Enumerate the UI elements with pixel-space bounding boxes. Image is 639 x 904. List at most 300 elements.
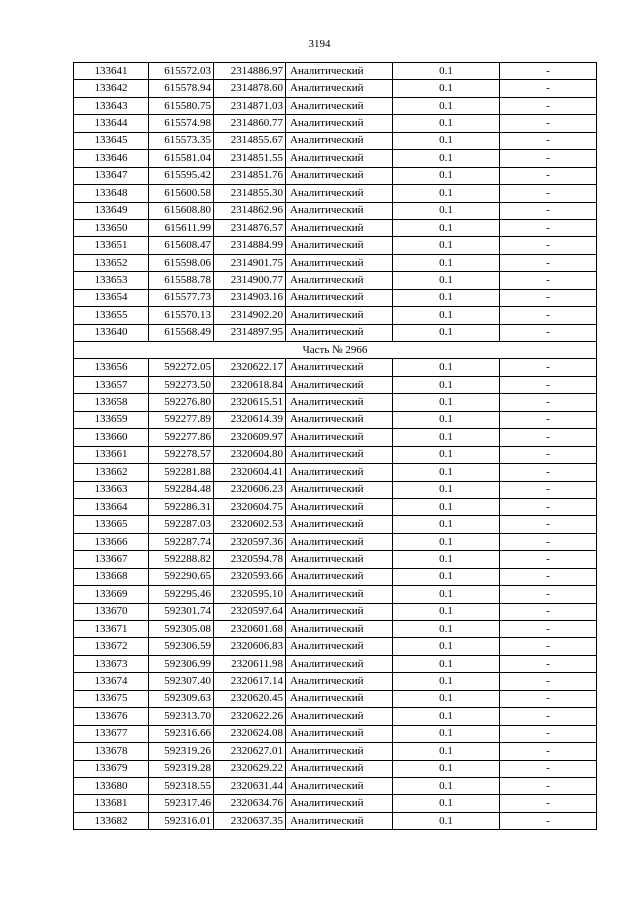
x-coordinate-cell: 592276.80 xyxy=(149,394,214,411)
method-cell: Аналитический xyxy=(286,464,393,481)
method-cell: Аналитический xyxy=(286,638,393,655)
table-row xyxy=(74,272,597,289)
point-number-cell: 133648 xyxy=(74,185,149,202)
y-coordinate-cell: 2320627.01 xyxy=(214,743,286,760)
description-cell: - xyxy=(500,655,597,672)
accuracy-cell: 0.1 xyxy=(393,132,500,149)
description-cell: - xyxy=(500,743,597,760)
x-coordinate-cell: 615598.06 xyxy=(149,254,214,271)
y-coordinate-cell: 2314876.57 xyxy=(214,219,286,236)
accuracy-cell: 0.1 xyxy=(393,185,500,202)
description-cell: - xyxy=(500,394,597,411)
method-cell: Аналитический xyxy=(286,376,393,393)
description-cell: - xyxy=(500,760,597,777)
description-cell: - xyxy=(500,307,597,324)
accuracy-cell: 0.1 xyxy=(393,464,500,481)
table-row xyxy=(74,655,597,672)
description-cell: - xyxy=(500,777,597,794)
description-cell: - xyxy=(500,411,597,428)
point-number-cell: 133662 xyxy=(74,464,149,481)
x-coordinate-cell: 592288.82 xyxy=(149,551,214,568)
accuracy-cell: 0.1 xyxy=(393,324,500,341)
x-coordinate-cell: 615572.03 xyxy=(149,63,214,80)
accuracy-cell: 0.1 xyxy=(393,743,500,760)
description-cell: - xyxy=(500,516,597,533)
accuracy-cell: 0.1 xyxy=(393,498,500,515)
y-coordinate-cell: 2314860.77 xyxy=(214,115,286,132)
y-coordinate-cell: 2320615.51 xyxy=(214,394,286,411)
y-coordinate-cell: 2320637.35 xyxy=(214,812,286,829)
table-row xyxy=(74,132,597,149)
table-row xyxy=(74,307,597,324)
point-number-cell: 133664 xyxy=(74,498,149,515)
method-cell: Аналитический xyxy=(286,812,393,829)
y-coordinate-cell: 2314903.16 xyxy=(214,289,286,306)
y-coordinate-cell: 2320594.78 xyxy=(214,551,286,568)
table-row xyxy=(74,551,597,568)
method-cell: Аналитический xyxy=(286,115,393,132)
point-number-cell: 133669 xyxy=(74,586,149,603)
table-row xyxy=(74,690,597,707)
accuracy-cell: 0.1 xyxy=(393,272,500,289)
table-row xyxy=(74,150,597,167)
table-row xyxy=(74,63,597,80)
description-cell: - xyxy=(500,289,597,306)
point-number-cell: 133668 xyxy=(74,568,149,585)
y-coordinate-cell: 2320595.10 xyxy=(214,586,286,603)
point-number-cell: 133644 xyxy=(74,115,149,132)
method-cell: Аналитический xyxy=(286,359,393,376)
y-coordinate-cell: 2314900.77 xyxy=(214,272,286,289)
table-row xyxy=(74,359,597,376)
accuracy-cell: 0.1 xyxy=(393,219,500,236)
method-cell: Аналитический xyxy=(286,586,393,603)
table-row xyxy=(74,324,597,341)
point-number-cell: 133653 xyxy=(74,272,149,289)
x-coordinate-cell: 592272.05 xyxy=(149,359,214,376)
accuracy-cell: 0.1 xyxy=(393,63,500,80)
x-coordinate-cell: 592317.46 xyxy=(149,795,214,812)
x-coordinate-cell: 615595.42 xyxy=(149,167,214,184)
table-row xyxy=(74,586,597,603)
accuracy-cell: 0.1 xyxy=(393,307,500,324)
method-cell: Аналитический xyxy=(286,777,393,794)
accuracy-cell: 0.1 xyxy=(393,621,500,638)
description-cell: - xyxy=(500,446,597,463)
x-coordinate-cell: 615580.75 xyxy=(149,97,214,114)
accuracy-cell: 0.1 xyxy=(393,568,500,585)
y-coordinate-cell: 2320614.39 xyxy=(214,411,286,428)
point-number-cell: 133640 xyxy=(74,324,149,341)
description-cell: - xyxy=(500,533,597,550)
table-row xyxy=(74,185,597,202)
y-coordinate-cell: 2320618.84 xyxy=(214,376,286,393)
point-number-cell: 133655 xyxy=(74,307,149,324)
description-cell: - xyxy=(500,63,597,80)
x-coordinate-cell: 615578.94 xyxy=(149,80,214,97)
point-number-cell: 133647 xyxy=(74,167,149,184)
description-cell: - xyxy=(500,185,597,202)
x-coordinate-cell: 592319.28 xyxy=(149,760,214,777)
y-coordinate-cell: 2314871.03 xyxy=(214,97,286,114)
x-coordinate-cell: 615574.98 xyxy=(149,115,214,132)
method-cell: Аналитический xyxy=(286,219,393,236)
description-cell: - xyxy=(500,80,597,97)
y-coordinate-cell: 2314897.95 xyxy=(214,324,286,341)
method-cell: Аналитический xyxy=(286,551,393,568)
table-row xyxy=(74,481,597,498)
point-number-cell: 133679 xyxy=(74,760,149,777)
description-cell: - xyxy=(500,481,597,498)
table-row xyxy=(74,254,597,271)
x-coordinate-cell: 592286.31 xyxy=(149,498,214,515)
accuracy-cell: 0.1 xyxy=(393,446,500,463)
method-cell: Аналитический xyxy=(286,307,393,324)
description-cell: - xyxy=(500,359,597,376)
y-coordinate-cell: 2320629.22 xyxy=(214,760,286,777)
point-number-cell: 133666 xyxy=(74,533,149,550)
x-coordinate-cell: 615570.13 xyxy=(149,307,214,324)
description-cell: - xyxy=(500,621,597,638)
x-coordinate-cell: 615573.35 xyxy=(149,132,214,149)
table-row xyxy=(74,237,597,254)
table-row xyxy=(74,80,597,97)
table-row xyxy=(74,498,597,515)
y-coordinate-cell: 2314902.20 xyxy=(214,307,286,324)
point-number-cell: 133646 xyxy=(74,150,149,167)
method-cell: Аналитический xyxy=(286,132,393,149)
point-number-cell: 133641 xyxy=(74,63,149,80)
accuracy-cell: 0.1 xyxy=(393,708,500,725)
method-cell: Аналитический xyxy=(286,80,393,97)
y-coordinate-cell: 2320622.26 xyxy=(214,708,286,725)
accuracy-cell: 0.1 xyxy=(393,586,500,603)
description-cell: - xyxy=(500,429,597,446)
y-coordinate-cell: 2320617.14 xyxy=(214,673,286,690)
description-cell: - xyxy=(500,324,597,341)
method-cell: Аналитический xyxy=(286,63,393,80)
y-coordinate-cell: 2320597.64 xyxy=(214,603,286,620)
description-cell: - xyxy=(500,464,597,481)
method-cell: Аналитический xyxy=(286,690,393,707)
accuracy-cell: 0.1 xyxy=(393,481,500,498)
x-coordinate-cell: 615608.80 xyxy=(149,202,214,219)
point-number-cell: 133656 xyxy=(74,359,149,376)
y-coordinate-cell: 2320597.36 xyxy=(214,533,286,550)
x-coordinate-cell: 592287.03 xyxy=(149,516,214,533)
accuracy-cell: 0.1 xyxy=(393,376,500,393)
accuracy-cell: 0.1 xyxy=(393,551,500,568)
table-row xyxy=(74,760,597,777)
method-cell: Аналитический xyxy=(286,481,393,498)
description-cell: - xyxy=(500,603,597,620)
point-number-cell: 133681 xyxy=(74,795,149,812)
coordinates-table-body xyxy=(74,63,597,830)
x-coordinate-cell: 592301.74 xyxy=(149,603,214,620)
method-cell: Аналитический xyxy=(286,498,393,515)
accuracy-cell: 0.1 xyxy=(393,289,500,306)
x-coordinate-cell: 592316.66 xyxy=(149,725,214,742)
accuracy-cell: 0.1 xyxy=(393,760,500,777)
point-number-cell: 133680 xyxy=(74,777,149,794)
accuracy-cell: 0.1 xyxy=(393,603,500,620)
method-cell: Аналитический xyxy=(286,603,393,620)
accuracy-cell: 0.1 xyxy=(393,167,500,184)
table-row xyxy=(74,725,597,742)
table-row xyxy=(74,464,597,481)
y-coordinate-cell: 2320622.17 xyxy=(214,359,286,376)
table-row xyxy=(74,376,597,393)
table-row xyxy=(74,97,597,114)
table-row xyxy=(74,568,597,585)
accuracy-cell: 0.1 xyxy=(393,411,500,428)
accuracy-cell: 0.1 xyxy=(393,115,500,132)
table-row xyxy=(74,167,597,184)
method-cell: Аналитический xyxy=(286,272,393,289)
y-coordinate-cell: 2314855.67 xyxy=(214,132,286,149)
point-number-cell: 133659 xyxy=(74,411,149,428)
y-coordinate-cell: 2314862.96 xyxy=(214,202,286,219)
description-cell: - xyxy=(500,551,597,568)
point-number-cell: 133651 xyxy=(74,237,149,254)
method-cell: Аналитический xyxy=(286,411,393,428)
page-number: 3194 xyxy=(308,38,331,50)
x-coordinate-cell: 615600.58 xyxy=(149,185,214,202)
point-number-cell: 133645 xyxy=(74,132,149,149)
coordinates-table xyxy=(73,62,597,830)
point-number-cell: 133678 xyxy=(74,743,149,760)
x-coordinate-cell: 592278.57 xyxy=(149,446,214,463)
accuracy-cell: 0.1 xyxy=(393,237,500,254)
x-coordinate-cell: 592305.08 xyxy=(149,621,214,638)
method-cell: Аналитический xyxy=(286,167,393,184)
description-cell: - xyxy=(500,812,597,829)
method-cell: Аналитический xyxy=(286,324,393,341)
y-coordinate-cell: 2320593.66 xyxy=(214,568,286,585)
method-cell: Аналитический xyxy=(286,568,393,585)
accuracy-cell: 0.1 xyxy=(393,673,500,690)
method-cell: Аналитический xyxy=(286,237,393,254)
point-number-cell: 133677 xyxy=(74,725,149,742)
y-coordinate-cell: 2320609.97 xyxy=(214,429,286,446)
point-number-cell: 133670 xyxy=(74,603,149,620)
table-row xyxy=(74,446,597,463)
table-row xyxy=(74,777,597,794)
method-cell: Аналитический xyxy=(286,621,393,638)
x-coordinate-cell: 592316.01 xyxy=(149,812,214,829)
point-number-cell: 133682 xyxy=(74,812,149,829)
accuracy-cell: 0.1 xyxy=(393,655,500,672)
description-cell: - xyxy=(500,673,597,690)
table-row xyxy=(74,533,597,550)
method-cell: Аналитический xyxy=(286,97,393,114)
table-row xyxy=(74,603,597,620)
x-coordinate-cell: 592307.40 xyxy=(149,673,214,690)
x-coordinate-cell: 615608.47 xyxy=(149,237,214,254)
x-coordinate-cell: 615581.04 xyxy=(149,150,214,167)
y-coordinate-cell: 2320602.53 xyxy=(214,516,286,533)
method-cell: Аналитический xyxy=(286,446,393,463)
y-coordinate-cell: 2314851.55 xyxy=(214,150,286,167)
method-cell: Аналитический xyxy=(286,673,393,690)
table-row xyxy=(74,673,597,690)
point-number-cell: 133676 xyxy=(74,708,149,725)
method-cell: Аналитический xyxy=(286,725,393,742)
point-number-cell: 133675 xyxy=(74,690,149,707)
accuracy-cell: 0.1 xyxy=(393,97,500,114)
table-row xyxy=(74,394,597,411)
accuracy-cell: 0.1 xyxy=(393,690,500,707)
accuracy-cell: 0.1 xyxy=(393,795,500,812)
x-coordinate-cell: 592319.26 xyxy=(149,743,214,760)
method-cell: Аналитический xyxy=(286,202,393,219)
method-cell: Аналитический xyxy=(286,760,393,777)
table-row xyxy=(74,289,597,306)
point-number-cell: 133667 xyxy=(74,551,149,568)
description-cell: - xyxy=(500,97,597,114)
y-coordinate-cell: 2314851.76 xyxy=(214,167,286,184)
accuracy-cell: 0.1 xyxy=(393,359,500,376)
accuracy-cell: 0.1 xyxy=(393,725,500,742)
x-coordinate-cell: 615568.49 xyxy=(149,324,214,341)
x-coordinate-cell: 592277.86 xyxy=(149,429,214,446)
table-row xyxy=(74,115,597,132)
description-cell: - xyxy=(500,219,597,236)
point-number-cell: 133649 xyxy=(74,202,149,219)
y-coordinate-cell: 2314878.60 xyxy=(214,80,286,97)
description-cell: - xyxy=(500,498,597,515)
x-coordinate-cell: 592284.48 xyxy=(149,481,214,498)
y-coordinate-cell: 2320606.83 xyxy=(214,638,286,655)
method-cell: Аналитический xyxy=(286,429,393,446)
accuracy-cell: 0.1 xyxy=(393,812,500,829)
y-coordinate-cell: 2320611.98 xyxy=(214,655,286,672)
point-number-cell: 133674 xyxy=(74,673,149,690)
point-number-cell: 133665 xyxy=(74,516,149,533)
point-number-cell: 133673 xyxy=(74,655,149,672)
y-coordinate-cell: 2320624.08 xyxy=(214,725,286,742)
method-cell: Аналитический xyxy=(286,743,393,760)
y-coordinate-cell: 2320604.80 xyxy=(214,446,286,463)
description-cell: - xyxy=(500,132,597,149)
y-coordinate-cell: 2314886.97 xyxy=(214,63,286,80)
x-coordinate-cell: 592318.55 xyxy=(149,777,214,794)
table-row xyxy=(74,795,597,812)
x-coordinate-cell: 592306.99 xyxy=(149,655,214,672)
description-cell: - xyxy=(500,150,597,167)
point-number-cell: 133642 xyxy=(74,80,149,97)
point-number-cell: 133663 xyxy=(74,481,149,498)
x-coordinate-cell: 615588.78 xyxy=(149,272,214,289)
method-cell: Аналитический xyxy=(286,289,393,306)
x-coordinate-cell: 592306.59 xyxy=(149,638,214,655)
accuracy-cell: 0.1 xyxy=(393,150,500,167)
method-cell: Аналитический xyxy=(286,394,393,411)
method-cell: Аналитический xyxy=(286,150,393,167)
x-coordinate-cell: 592273.50 xyxy=(149,376,214,393)
method-cell: Аналитический xyxy=(286,516,393,533)
description-cell: - xyxy=(500,638,597,655)
description-cell: - xyxy=(500,202,597,219)
method-cell: Аналитический xyxy=(286,708,393,725)
section-row xyxy=(74,342,597,359)
x-coordinate-cell: 592309.63 xyxy=(149,690,214,707)
method-cell: Аналитический xyxy=(286,795,393,812)
table-row xyxy=(74,743,597,760)
accuracy-cell: 0.1 xyxy=(393,638,500,655)
section-title: Часть № 2966 xyxy=(74,342,597,359)
description-cell: - xyxy=(500,690,597,707)
accuracy-cell: 0.1 xyxy=(393,516,500,533)
point-number-cell: 133652 xyxy=(74,254,149,271)
description-cell: - xyxy=(500,376,597,393)
y-coordinate-cell: 2320631.44 xyxy=(214,777,286,794)
x-coordinate-cell: 615577.73 xyxy=(149,289,214,306)
description-cell: - xyxy=(500,167,597,184)
y-coordinate-cell: 2314855.30 xyxy=(214,185,286,202)
table-row xyxy=(74,219,597,236)
x-coordinate-cell: 592277.89 xyxy=(149,411,214,428)
method-cell: Аналитический xyxy=(286,185,393,202)
x-coordinate-cell: 592290.65 xyxy=(149,568,214,585)
method-cell: Аналитический xyxy=(286,655,393,672)
y-coordinate-cell: 2320604.75 xyxy=(214,498,286,515)
accuracy-cell: 0.1 xyxy=(393,254,500,271)
accuracy-cell: 0.1 xyxy=(393,777,500,794)
description-cell: - xyxy=(500,795,597,812)
accuracy-cell: 0.1 xyxy=(393,394,500,411)
method-cell: Аналитический xyxy=(286,254,393,271)
point-number-cell: 133671 xyxy=(74,621,149,638)
y-coordinate-cell: 2314884.99 xyxy=(214,237,286,254)
x-coordinate-cell: 592313.70 xyxy=(149,708,214,725)
point-number-cell: 133657 xyxy=(74,376,149,393)
y-coordinate-cell: 2320606.23 xyxy=(214,481,286,498)
description-cell: - xyxy=(500,272,597,289)
y-coordinate-cell: 2320601.68 xyxy=(214,621,286,638)
table-row xyxy=(74,202,597,219)
accuracy-cell: 0.1 xyxy=(393,533,500,550)
point-number-cell: 133672 xyxy=(74,638,149,655)
y-coordinate-cell: 2314901.75 xyxy=(214,254,286,271)
point-number-cell: 133650 xyxy=(74,219,149,236)
table-row xyxy=(74,812,597,829)
point-number-cell: 133643 xyxy=(74,97,149,114)
accuracy-cell: 0.1 xyxy=(393,202,500,219)
point-number-cell: 133654 xyxy=(74,289,149,306)
table-row xyxy=(74,638,597,655)
description-cell: - xyxy=(500,708,597,725)
table-row xyxy=(74,708,597,725)
point-number-cell: 133660 xyxy=(74,429,149,446)
table-row xyxy=(74,411,597,428)
description-cell: - xyxy=(500,725,597,742)
table-row xyxy=(74,621,597,638)
x-coordinate-cell: 592295.46 xyxy=(149,586,214,603)
x-coordinate-cell: 592287.74 xyxy=(149,533,214,550)
point-number-cell: 133658 xyxy=(74,394,149,411)
method-cell: Аналитический xyxy=(286,533,393,550)
description-cell: - xyxy=(500,586,597,603)
accuracy-cell: 0.1 xyxy=(393,429,500,446)
description-cell: - xyxy=(500,115,597,132)
point-number-cell: 133661 xyxy=(74,446,149,463)
x-coordinate-cell: 615611.99 xyxy=(149,219,214,236)
y-coordinate-cell: 2320604.41 xyxy=(214,464,286,481)
y-coordinate-cell: 2320634.76 xyxy=(214,795,286,812)
description-cell: - xyxy=(500,254,597,271)
description-cell: - xyxy=(500,568,597,585)
